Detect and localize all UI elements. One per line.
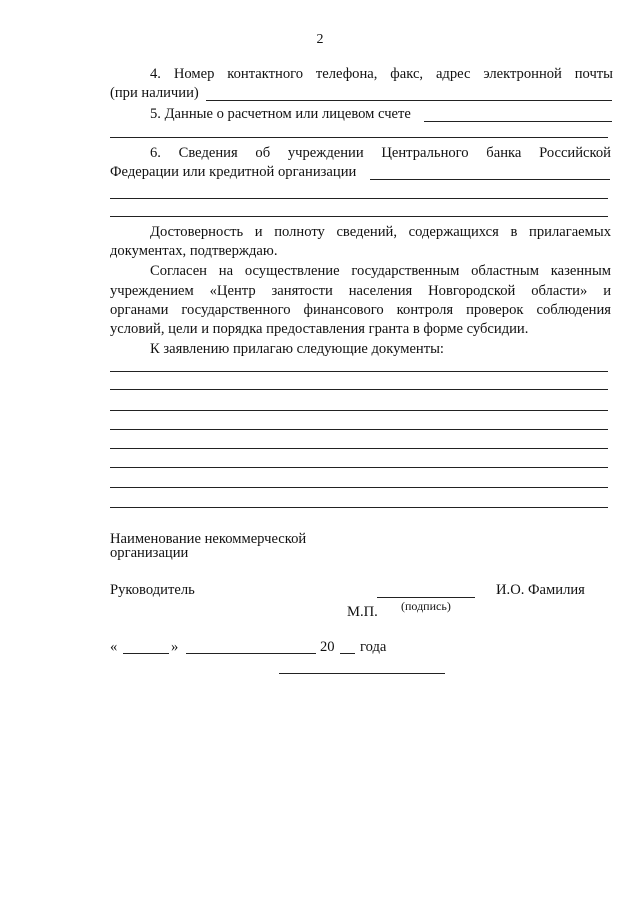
organization-label-line1: Наименование некоммерческой: [110, 531, 307, 547]
consent-line4: условий, цели и порядка предоставления гранта в форме субсидии.: [110, 321, 529, 337]
attachment-line-1[interactable]: [110, 371, 608, 372]
account-field-line-2[interactable]: [110, 137, 608, 138]
page-number: 2: [316, 32, 324, 47]
head-name: И.О. Фамилия: [496, 582, 585, 598]
contact-field-line[interactable]: [206, 100, 612, 101]
item4-line2: (при наличии): [110, 85, 199, 101]
item6-line2: Федерации или кредитной организации: [110, 164, 357, 180]
year-field-line[interactable]: [340, 653, 355, 654]
bank-field-line[interactable]: [370, 179, 610, 180]
day-field-line[interactable]: [123, 653, 169, 654]
organization-label-line2: организации: [110, 545, 189, 561]
stamp-label: М.П.: [347, 604, 378, 620]
attachment-line-2[interactable]: [110, 389, 608, 390]
attachment-line-8[interactable]: [110, 507, 608, 508]
item6-line1: 6. Сведения об учреждении Центрального банка Российской: [150, 145, 611, 161]
attachment-line-4[interactable]: [110, 429, 608, 430]
consent-line2: учреждением «Центр занятости населения Новгородской области» и: [110, 283, 611, 299]
closing-separator: [279, 673, 445, 674]
attachments-intro: К заявлению прилагаю следующие документы:: [150, 341, 444, 357]
item4-line1: 4. Номер контактного телефона, факс, адрес электронной почты: [150, 66, 613, 82]
attachment-line-3[interactable]: [110, 410, 608, 411]
bank-field-line-3[interactable]: [110, 216, 608, 217]
confirm-line1: Достоверность и полноту сведений, содержащихся в прилагаемых: [150, 224, 611, 240]
confirm-line2: документах, подтверждаю.: [110, 243, 278, 259]
year-suffix: года: [360, 639, 387, 655]
date-open-quote: «: [110, 639, 118, 655]
attachment-line-7[interactable]: [110, 487, 608, 488]
month-field-line[interactable]: [186, 653, 316, 654]
attachment-line-6[interactable]: [110, 467, 608, 468]
attachment-line-5[interactable]: [110, 448, 608, 449]
item5-line1: 5. Данные о расчетном или лицевом счете: [150, 106, 411, 122]
consent-line3: органами государственного финансового контроля проверок соблюдения: [110, 302, 611, 318]
account-field-line[interactable]: [424, 121, 612, 122]
head-label: Руководитель: [110, 582, 195, 598]
consent-line1: Согласен на осуществление государственным областным казенным: [150, 263, 611, 279]
bank-field-line-2[interactable]: [110, 198, 608, 199]
date-close-quote: »: [171, 639, 179, 655]
year-prefix: 20: [320, 639, 335, 655]
signature-caption: (подпись): [401, 599, 451, 613]
